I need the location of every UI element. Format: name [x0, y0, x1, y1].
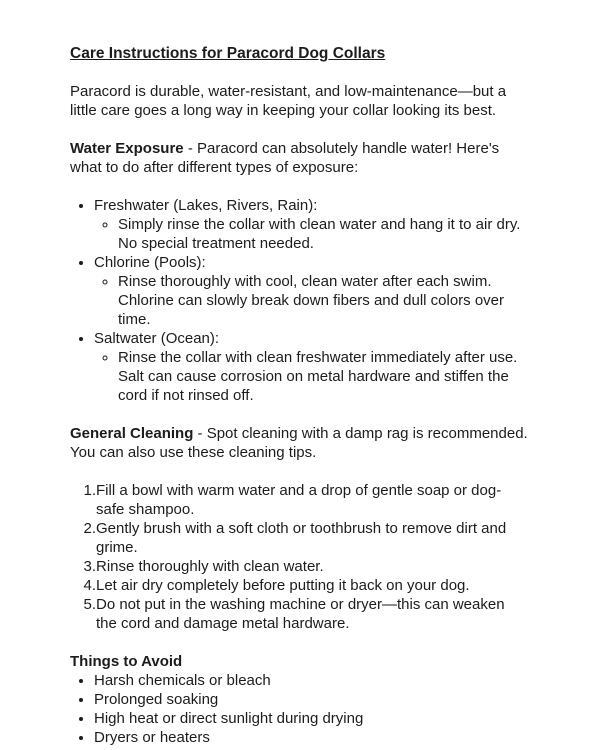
water-exposure-lead: - Paracord can absolutely handle water! Here's what to do after different types of exposure:: [70, 140, 500, 176]
numbered-list-item-text: Gently brush with a soft cloth or toothbrush to remove dirt and grime.: [96, 520, 507, 556]
numbered-list-item-text: Fill a bowl with warm water and a drop of gentle soap or dog-safe shampoo.: [96, 482, 502, 518]
document-title: Care Instructions for Paracord Dog Collars: [70, 45, 386, 62]
general-cleaning-lead: - Spot cleaning with a damp rag is recommended. You can also use these cleaning tips.: [70, 425, 528, 461]
sub-list-item-text: Rinse the collar with clean freshwater immediately after use. Salt can cause corrosion on metal hardware and stiffen the cord if not rinsed off.: [118, 349, 518, 404]
list-item: [94, 253, 528, 329]
list-item-text: Prolonged soaking: [94, 691, 219, 708]
list-item-text: Harsh chemicals or bleach: [94, 672, 271, 689]
list-item-text: Dryers or heaters: [94, 729, 210, 746]
water-exposure-paragraph: [70, 139, 528, 177]
cleaning-steps-list: [70, 481, 528, 633]
water-exposure-list: [70, 196, 528, 405]
numbered-list-item-text: Rinse thoroughly with clean water.: [96, 558, 324, 575]
sub-list: [94, 272, 528, 329]
sub-list: [94, 215, 528, 253]
list-item: [94, 671, 528, 690]
list-item-text: High heat or direct sunlight during drying: [94, 710, 364, 727]
things-to-avoid-heading: Things to Avoid: [70, 653, 183, 670]
numbered-list-item: [96, 576, 528, 595]
list-item-label: Chlorine (Pools):: [94, 254, 206, 271]
sub-list-item-text: Rinse thoroughly with cool, clean water after each swim. Chlorine can slowly break down fibers and dull colors over time.: [118, 273, 505, 328]
numbered-list-item: [96, 557, 528, 576]
sub-list-item: [118, 348, 528, 405]
intro-paragraph: Paracord is durable, water-resistant, and low-maintenance—but a little care goes a long way in keeping your collar looking its best.: [70, 83, 507, 119]
things-to-avoid-list: [70, 671, 528, 747]
list-item: [94, 709, 528, 728]
list-item-label: Saltwater (Ocean):: [94, 330, 220, 347]
numbered-list-item: [96, 595, 528, 633]
sub-list-item: [118, 272, 528, 329]
list-item: [94, 690, 528, 709]
sub-list-item: [118, 215, 528, 253]
numbered-list-item: [96, 519, 528, 557]
list-item: [94, 196, 528, 253]
list-item-label: Freshwater (Lakes, Rivers, Rain):: [94, 197, 318, 214]
numbered-list-item-text: Do not put in the washing machine or dryer—this can weaken the cord and damage metal hardware.: [96, 596, 505, 632]
general-cleaning-paragraph: [70, 424, 528, 462]
sub-list-item-text: Simply rinse the collar with clean water and hang it to air dry. No special treatment needed.: [118, 216, 521, 252]
general-cleaning-heading: General Cleaning: [70, 425, 194, 442]
list-item: [94, 329, 528, 405]
list-item: [94, 728, 528, 747]
numbered-list-item: [96, 481, 528, 519]
water-exposure-heading: Water Exposure: [70, 140, 184, 157]
numbered-list-item-text: Let air dry completely before putting it back on your dog.: [96, 577, 470, 594]
sub-list: [94, 348, 528, 405]
